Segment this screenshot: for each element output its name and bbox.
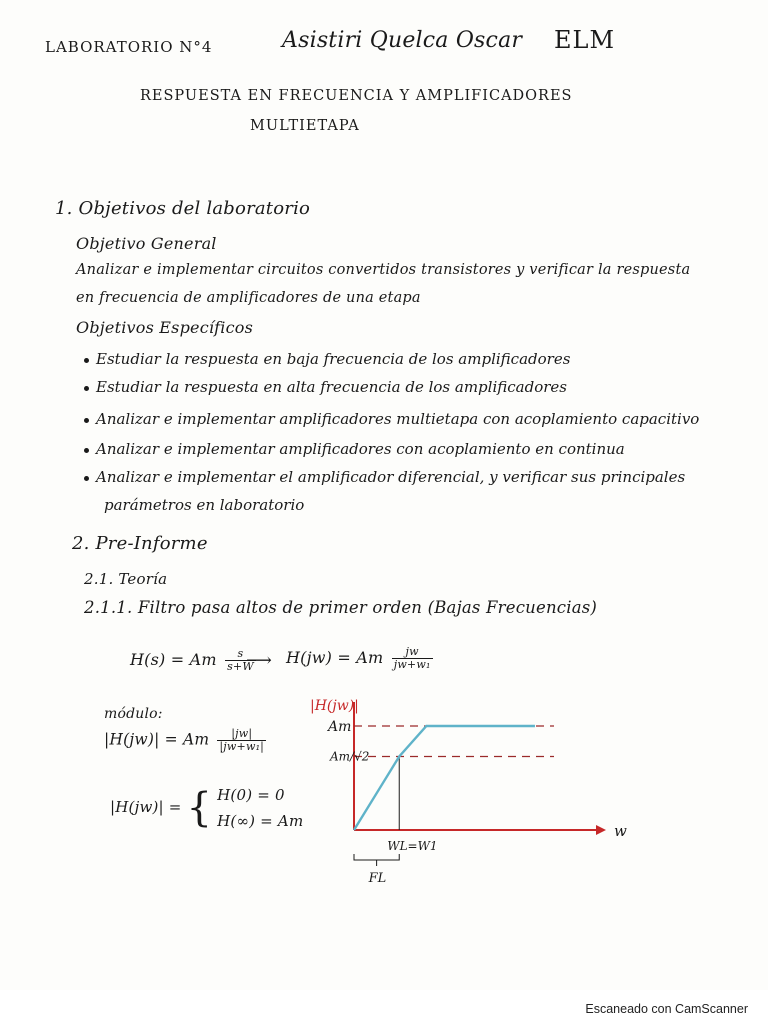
course-code: ELM <box>554 26 616 54</box>
list-item-text: Analizar e implementar amplificadores multietapa con acoplamiento capacitivo <box>96 410 700 428</box>
denominator: |jw+w₁| <box>219 740 265 753</box>
transfer-function-s <box>130 648 259 673</box>
page-title-line1: RESPUESTA EN FRECUENCIA Y AMPLIFICADORES <box>140 88 573 104</box>
bullet-icon <box>84 418 89 423</box>
fraction <box>392 646 433 671</box>
general-objective-line2: en frecuencia de amplificadores de una etapa <box>76 290 421 306</box>
magnitude-curve <box>354 726 535 830</box>
page-title-line2: MULTIETAPA <box>250 118 360 134</box>
bullet-icon <box>84 476 89 481</box>
x-axis-label: w <box>614 822 627 840</box>
magnitude-formula <box>104 728 269 753</box>
limit-case-infinity: H(∞) = Am <box>217 812 304 830</box>
general-objective-line1: Analizar e implementar circuitos convertidos transistores y verificar la respuesta <box>76 262 691 278</box>
x-axis-arrow-icon <box>596 825 606 835</box>
bullet-icon <box>84 358 89 363</box>
denominator: s+W <box>227 660 254 673</box>
y-axis-label: |H(jw)| <box>310 698 359 714</box>
bullet-icon <box>84 448 89 453</box>
formula-text: |H(jw)| = Am <box>104 730 210 749</box>
subsection-highpass-filter: 2.1.1. Filtro pasa altos de primer orden (Bajas Frecuencias) <box>84 598 598 617</box>
formula-text: H(s) = Am <box>130 650 217 669</box>
numerator: s <box>225 648 256 661</box>
y-tick-label-am-sqrt2: Am/√2 <box>330 749 370 764</box>
scanner-watermark: Escaneado con CamScanner <box>585 1002 748 1016</box>
formula-text: H(jw) = Am <box>286 648 384 667</box>
list-item <box>84 440 625 458</box>
arrow-icon: ⟶ <box>246 650 273 671</box>
specific-objectives-heading: Objetivos Específicos <box>76 318 254 337</box>
fl-label: FL <box>368 871 387 886</box>
list-item-text: Analizar e implementar amplificadores con acoplamiento en continua <box>96 440 625 458</box>
list-item-text: Analizar e implementar el amplificador diferencial, y verificar sus principales <box>96 468 686 486</box>
lab-number: LABORATORIO N°4 <box>45 38 213 56</box>
limit-case-zero: H(0) = 0 <box>217 786 285 804</box>
y-tick-label-am: Am <box>328 719 352 735</box>
magnitude-limits <box>110 782 303 834</box>
list-item-continuation: parámetros en laboratorio <box>104 496 305 514</box>
section1-heading: 1. Objetivos del laboratorio <box>55 198 311 219</box>
modulo-label: módulo: <box>104 706 163 722</box>
formula-text: |H(jw)| = <box>110 798 182 816</box>
list-item <box>84 410 699 428</box>
general-objective-heading: Objetivo General <box>76 234 217 253</box>
section2-heading: 2. Pre-Informe <box>72 533 208 554</box>
brace-icon: { <box>186 785 213 831</box>
numerator: |jw| <box>217 728 266 741</box>
numerator: jw <box>392 646 433 659</box>
author-name: Asistiri Quelca Oscar <box>282 28 523 53</box>
fl-bracket <box>354 854 399 866</box>
list-item-text: Estudiar la respuesta en baja frecuencia de los amplificadores <box>96 350 571 368</box>
scanner-footer <box>0 990 768 1024</box>
list-item <box>84 350 570 368</box>
subsection-theory: 2.1. Teoría <box>84 570 168 588</box>
list-item <box>84 378 567 396</box>
bode-magnitude-chart <box>290 680 627 890</box>
bullet-icon <box>84 386 89 391</box>
list-item <box>84 468 685 486</box>
denominator: jw+w₁ <box>393 658 431 671</box>
transfer-function-jw <box>286 646 436 671</box>
list-item-text: Estudiar la respuesta en alta frecuencia de los amplificadores <box>96 378 567 396</box>
x-tick-label-cutoff: WL=W1 <box>387 839 438 853</box>
fraction <box>217 728 266 753</box>
